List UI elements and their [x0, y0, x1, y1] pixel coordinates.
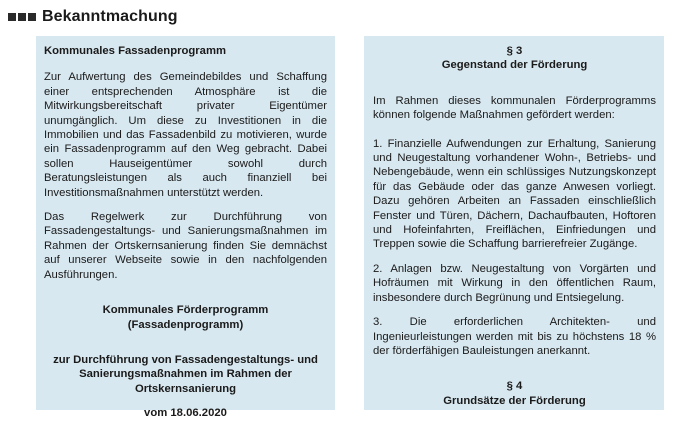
- section3-intro: Im Rahmen dieses kommunalen Förderprogramms können folgende Maßnahmen gefördert werden:: [373, 94, 656, 122]
- square-icon: [18, 13, 26, 21]
- intro-paragraph: Zur Aufwertung des Gemeindebildes und Schaffung einer entsprechenden Atmosphäre ist die Mitwirkungsbereitschaft privater Eigentümer unumgänglich. Um diese zu Investitionen in die Immobilien und das Fassadenbild zu motivieren, wurde ein Fassadenprogramm auf den Weg gebracht. Dabei sollen Hauseigentümer sowohl durch Beratungsleistungen als auch finanziell bei Investitionsmaßnahmen unterstützt werden.: [44, 71, 327, 199]
- square-icon: [28, 13, 36, 21]
- section4-title: Grundsätze der Förderung: [443, 394, 586, 407]
- page-title: Bekanntmachung: [42, 8, 178, 25]
- right-column: [364, 36, 664, 410]
- rules-paragraph: Das Regelwerk zur Durchführung von Fassadengestaltungs- und Sanierungsmaßnahmen im Rahmen der Ortskernsanierung finden Sie demnächst auf unserer Webseite sowie in den nachfolgenden Ausführungen.: [44, 211, 327, 281]
- header-squares-icon: [8, 13, 36, 21]
- section3-item-3: 3. Die erforderlichen Architekten- und Ingenieurleistungen werden mit bis zu höchstens 18 % der förderfähigen Bauleistungen anerkannt.: [373, 316, 656, 357]
- program-title-line2: (Fassadenprogramm): [127, 318, 244, 331]
- square-icon: [8, 13, 16, 21]
- program-date: vom 18.06.2020: [144, 407, 227, 420]
- program-title-line1: Kommunales Förderprogramm: [102, 304, 269, 317]
- section3-item-2: 2. Anlagen bzw. Neugestaltung von Vorgärten und Hofräumen mit Wirkung in den öffentlichen Raum, insbesondere durch Begrünung und Entsiegelung.: [373, 262, 656, 304]
- section3-number: § 3: [506, 45, 523, 57]
- section3-title: Gegenstand der Förderung: [441, 59, 588, 72]
- notice-header: [8, 6, 178, 28]
- section3-item-1: 1. Finanzielle Aufwendungen zur Erhaltung, Sanierung und Neugestaltung vorhandener Wohn-, Betriebs- und Nebengebäude, wenn ein schlüssiges Nutzungskonzept für das Gebäude oder das ganze Anwesen vorliegt. Dazu gehören Arbeiten an Fassaden einschließlich Fenster und Türen, Dächern, Dachaufbauten, Hoftoren und Hofeinfahrten, Freiflächen, Einfriedungen und Treppen sowie die Schaffung barrierefreier Zugänge.: [373, 137, 656, 251]
- program-heading: Kommunales Fassadenprogramm: [44, 45, 227, 57]
- section4-number: § 4: [506, 380, 523, 393]
- program-subtitle: zur Durchführung von Fassadengestaltungs- und Sanierungsmaßnahmen im Rahmen der Ortskernsanierung: [53, 353, 318, 395]
- left-column: [36, 36, 335, 420]
